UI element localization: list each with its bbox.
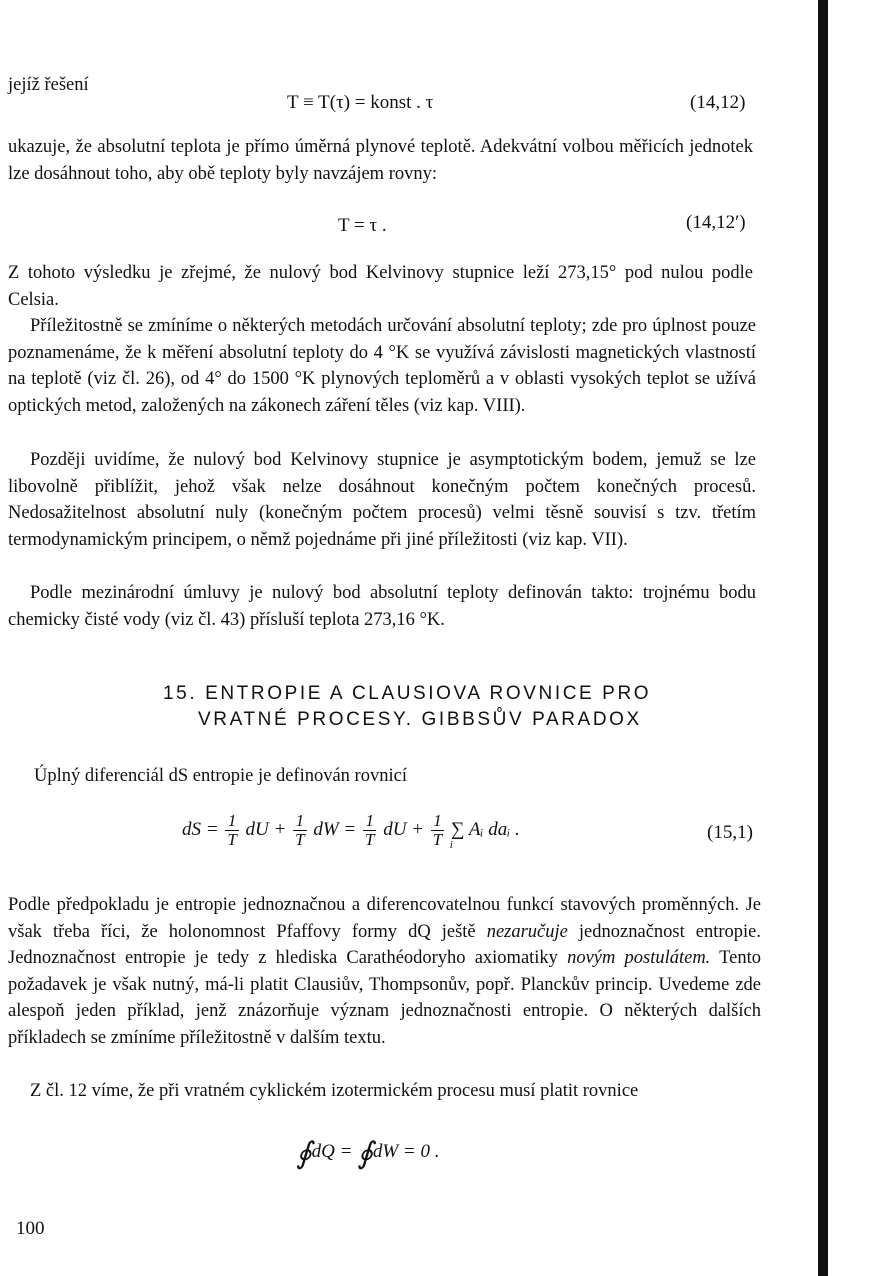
- equation-number-14-12: (14,12): [690, 92, 746, 113]
- paragraph-2: Z tohoto výsledku je zřejmé, že nulový bod Kelvinovy stupnice leží 273,15° pod nulou podle Celsia.: [8, 263, 753, 310]
- page-number: 100: [16, 1218, 45, 1239]
- equation-14-12: T ≡ T(τ) = konst . τ: [287, 92, 434, 113]
- intro-text: jejíž řešení: [8, 75, 89, 95]
- scan-edge-bar: [818, 0, 828, 1276]
- equation-14-12-prime: T = τ .: [338, 215, 387, 236]
- paragraph-5: Podle mezinárodní úmluvy je nulový bod absolutní teploty definován takto: trojnému bodu chemicky čisté vody (viz čl. 43) přísluší teplota 273,16 °K.: [8, 583, 756, 630]
- paragraph-7: Podle předpokladu je entropie jednoznačnou a diferencovatelnou funkcí stavových proměnných. Je však třeba říci, že holonomnost Pfaffovy formy dQ ještě nezaručuje jednoznačnost entropie. Jednoznačnost entropie je tedy z hlediska Carathéodoryho axiomatiky novým postulátem. Tento požadavek je však nutný, má-li platit Clausiův, Thompsonův, popř. Planckův princip. Uvedeme zde alespoň jeden příklad, jenž znázorňuje význam jednoznačnosti entropie. O některých dalších příkladech se zmíníme příležitostně v dalším textu.: [8, 895, 762, 1048]
- emphasis-nezarucuje: nezaručuje: [486, 921, 568, 942]
- section-heading-line-2: VRATNÉ PROCESY. GIBBSŮV PARADOX: [198, 709, 642, 730]
- section-heading-line-1: 15. ENTROPIE A CLAUSIOVA ROVNICE PRO: [163, 683, 652, 704]
- paragraph-4: Později uvidíme, že nulový bod Kelvinovy stupnice je asymptotickým bodem, jemuž se lze libovolně přiblížit, jehož však nelze dosáhnout konečným počtem konečných procesů. Nedosažitelnost absolutní nuly (konečným počtem procesů) velmi těsně souvisí s tzv. třetím termodynamickým principem, o němž pojednáme při jiné příležitosti (viz kap. VII).: [8, 450, 756, 550]
- paragraph-6: Úplný diferenciál dS entropie je definován rovnicí: [34, 766, 407, 786]
- equation-cyclic-integral: ∮dQ = ∮dW = 0 .: [296, 1137, 440, 1170]
- equation-number-15-1: (15,1): [707, 822, 753, 843]
- equation-15-1: dS = $\frac{1}{T}$ dU + $\frac{1}{T}$ dW = $\frac{1}{T}$ dU + $\frac{1}{T}$ ∑ Aᵢ daᵢ $._i$: [182, 811, 520, 851]
- paragraph-8: Z čl. 12 víme, že při vratném cyklickém izotermickém procesu musí platit rovnice: [30, 1081, 639, 1101]
- emphasis-novym-postulatem: novým postulátem.: [567, 948, 711, 969]
- paragraph-3: Příležitostně se zmíníme o některých metodách určování absolutní teploty; zde pro úplnost pouze poznamenáme, že k měření absolutní teploty do 4 °K se využívá závislosti magnetických vlastností na teplotě (viz čl. 26), od 4° do 1500 °K plynových teploměrů a v oblasti vysokých teplot se užívá optických metod, založených na zákonech záření těles (viz kap. VIII).: [8, 316, 756, 416]
- paragraph-1: ukazuje, že absolutní teplota je přímo úměrná plynové teplotě. Adekvátní volbou měřicích jednotek lze dosáhnout toho, aby obě teploty byly navzájem rovny:: [8, 137, 753, 184]
- equation-number-14-12-prime: (14,12′): [686, 212, 746, 233]
